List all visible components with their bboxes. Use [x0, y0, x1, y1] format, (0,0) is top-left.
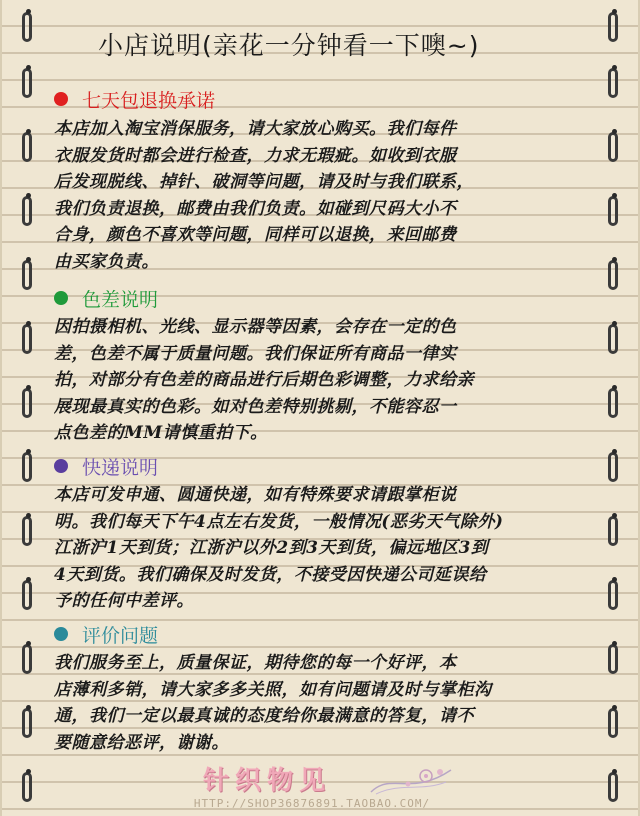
binder-ring-icon	[608, 644, 618, 674]
binder-ring-icon	[608, 452, 618, 482]
binder-ring-icon	[608, 772, 618, 802]
section-heading-color-difference	[54, 285, 158, 311]
teal-bullet-icon	[54, 627, 68, 641]
text-line: 由买家负责。	[54, 251, 159, 272]
text-line: 我们负责退换，邮费由我们负责。如碰到尺码大小不	[54, 198, 457, 219]
text-line: 予的任何中差评。	[54, 591, 194, 611]
text-line: 店薄利多销，请大家多多关照，如有问题请及时与掌柜沟	[54, 679, 492, 700]
binder-ring-icon	[608, 516, 618, 546]
text-line: 差，色差不属于质量问题。我们保证所有商品一律实	[54, 343, 457, 364]
binder-ring-icon	[22, 772, 32, 802]
binder-ring-icon	[22, 388, 32, 418]
section-body-return-policy	[54, 116, 594, 275]
binder-ring-icon	[22, 324, 32, 354]
text-line: 要随意给恶评，谢谢。	[54, 732, 229, 753]
binder-ring-icon	[22, 708, 32, 738]
binder-ring-icon	[608, 68, 618, 98]
binder-ring-icon	[22, 260, 32, 290]
binder-ring-icon	[608, 12, 618, 42]
right-spiral-binding	[604, 0, 624, 816]
text-line: 衣服发货时都会进行检查，力求无瑕疵。如收到衣服	[54, 145, 457, 166]
watermark-url-text: HTTP://SHOP36876891.TAOBAO.COM/	[193, 797, 431, 810]
text-line: 拍，对部分有色差的商品进行后期色彩调整，力求给亲	[54, 370, 474, 390]
binder-ring-icon	[608, 708, 618, 738]
text-line: 我们服务至上，质量保证，期待您的每一个好评，本	[54, 653, 457, 673]
section-heading-label: 七天包退换承诺	[82, 89, 216, 112]
text-line: 合身，颜色不喜欢等问题，同样可以退换，来回邮费	[54, 225, 457, 245]
binder-ring-icon	[608, 388, 618, 418]
section-heading-return-policy	[54, 86, 215, 112]
section-body-color-difference	[54, 314, 594, 447]
binder-ring-icon	[22, 12, 32, 42]
text-line: 明。我们每天下午4点左右发货，一般情况(恶劣天气除外)	[54, 511, 504, 532]
text-line: 展现最真实的色彩。如对色差特别挑剔，不能容忍一	[54, 396, 457, 417]
red-bullet-icon	[54, 92, 68, 106]
binder-ring-icon	[22, 132, 32, 162]
binder-ring-icon	[22, 516, 32, 546]
section-heading-label: 评价问题	[82, 624, 159, 647]
text-line: 后发现脱线、掉针、破洞等问题，请及时与我们联系，	[54, 172, 474, 192]
section-heading-label: 色差说明	[82, 288, 159, 311]
section-body-shipping	[54, 482, 594, 615]
text-line: 江浙沪1天到货；江浙沪以外2到3天到货，偏远地区3到	[54, 538, 489, 558]
green-bullet-icon	[54, 291, 68, 305]
binder-ring-icon	[608, 260, 618, 290]
text-line: 本店加入淘宝消保服务，请大家放心购买。我们每件	[54, 119, 457, 139]
text-line: 因拍摄相机、光线、显示器等因素，会存在一定的色	[54, 317, 457, 337]
binder-ring-icon	[608, 132, 618, 162]
binder-ring-icon	[22, 196, 32, 226]
text-line: 4天到货。我们确保及时发货，不接受因快递公司延误给	[54, 564, 487, 585]
binder-ring-icon	[608, 196, 618, 226]
binder-ring-icon	[22, 68, 32, 98]
binder-ring-icon	[22, 580, 32, 610]
section-heading-reviews	[54, 621, 158, 647]
flower-doodle-icon	[366, 762, 456, 802]
text-line: 点色差的MM请慎重拍下。	[54, 423, 268, 443]
binder-ring-icon	[22, 452, 32, 482]
watermark-logo-text: 针织物见	[202, 766, 331, 796]
purple-bullet-icon	[54, 459, 68, 473]
text-line: 本店可发申通、圆通快递，如有特殊要求请跟掌柜说	[54, 485, 457, 505]
page-title: 小店说明(亲花一分钟看一下噢~)	[98, 31, 480, 60]
left-spiral-binding	[18, 0, 38, 816]
text-line: 通，我们一定以最真诚的态度给你最满意的答复，请不	[54, 706, 474, 726]
binder-ring-icon	[22, 644, 32, 674]
shop-watermark	[162, 760, 462, 812]
section-heading-shipping	[54, 453, 158, 479]
section-body-reviews	[54, 650, 594, 756]
binder-ring-icon	[608, 580, 618, 610]
section-heading-label: 快递说明	[82, 456, 159, 479]
binder-ring-icon	[608, 324, 618, 354]
